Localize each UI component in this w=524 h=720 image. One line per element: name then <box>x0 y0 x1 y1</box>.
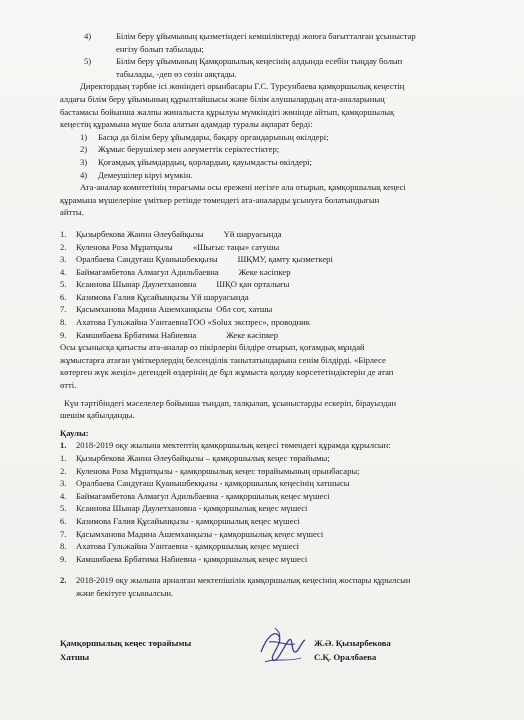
list-item: 4. Баймагамбетова Алмагул Адильбаевна - қамқоршылық кеңес мүшесі <box>60 490 330 501</box>
signature-row-chair: Қамқоршылық кеңес төрайымы Ж.Ә. Қызырбекова <box>60 638 391 648</box>
composition-list <box>60 131 492 181</box>
intro-list <box>60 30 492 80</box>
list-item: 4. Баймагамбетова Алмагул Адильбаевна Жеке кәсіпкер <box>60 266 291 277</box>
decisions-title: Қаулы: <box>60 427 89 438</box>
candidate-list <box>60 228 492 341</box>
paragraph-committee: Ата-аналар комитетінің төрағымы осы ережені негізге ала отырып, қамқоршылық кеңесі құрамына мүшелерiне үміткер ретінде төмендегі ата-аналарды ұсынуға болатындығын айтты. <box>60 182 406 218</box>
paragraph-agenda-decision: Күн тәртібіндегі мәселелер бойынша тыңдап, талқылап, ұсыныстарды ескеріп, бірауыздан шешім қабылданды. <box>60 397 397 421</box>
list-item: 1) Басқа да білім беру ұйымдары, бақару органдарының өкілдері; <box>80 131 329 142</box>
intro-item: 5) Білім беру ұйымының Қамқоршылық кеңесінің алдында есебін тыңдау болып табылады, -деп өз сөзін аяқтады. <box>84 56 403 79</box>
paragraph-parents-opinion: Осы ұсынысқа қатысты ата-аналар өз пікірлерін білдіре отырып, қоғамдық мұндай жұмыстарға атаған үміткерлердің белсенділік танытатындарына сенім білдірді. «Бірлесе көтерген жүк жеңіл» дегендей өздерінің де бұл жұмыста қолдау көрсететіндіктерін де атап өтті. <box>60 342 394 391</box>
paragraph-deputy-speech: Директордың тәрбие ісі жөніндегі орынбасары Г.С. Турсунбаева қамқоршылық кеңестің алдағы білім беру ұйымының құрылтайшысы және білім алушылардың ата-аналарының бастамасы бойынша жалпы жиналыста құрылуы мүмкіндігі жөнінде айтып, қамқоршылық кеңестің құрамына мүше бола алатын адамдар туралы ақпарат берді: <box>60 81 405 130</box>
list-item: 5. Ксаинова Шынар Даулетхановна ШҚО қан орталығы <box>60 279 290 290</box>
list-item: 9. Камшибаева Брбатима Набиевна - қамқоршылық кеңес мүшесі <box>60 553 308 564</box>
list-item: 6. Казимова Ғалия Құсайынқызы Үй шаруасында <box>60 291 249 302</box>
list-item: 8. Ахатова Гульжайна Уантаевна - қамқоршылық кеңес мүшесі <box>60 541 300 552</box>
signature-block <box>60 636 460 664</box>
list-item: 2. Куленова Роза Мұратқызы - қамқоршылық кеңес төрайымының орынбасары; <box>60 465 360 476</box>
list-item: 3. Оралбаева Сандуғаш Қуанышбекқызы ШҚМУ, қамту қызметкері <box>60 254 333 265</box>
list-item: 7. Қасымханова Мадина Ашемханқызы Обл сот, хатшы <box>60 304 273 315</box>
list-item: 8. Ахатова Гульжайна Уантаевна ТОО «Solux экспрес», проводник <box>60 317 310 328</box>
list-item: 1. Қызырбекова Жанна Әлеубайқызы – қамқоршылық кеңес төрайымы; <box>60 453 330 463</box>
list-item: 3. Оралбаева Сандуғаш Қуанышбекқызы - қамқоршылық кеңесінің хатшысы <box>60 478 350 489</box>
intro-item: 4) Білім беру ұйымының қызметіндегі кемшіліктерді жоюға бағытталған ұсыныстар енгізу болып табылады; <box>84 31 416 54</box>
list-item: 9. Камшибаева Брбатима Набиевна Жеке кәсіпкер <box>60 329 279 340</box>
list-item: 2. Куленова Роза Мұратқызы «Шығыс таңы» сатушы <box>60 241 280 252</box>
decision-1: 1. 2018-2019 оқу жылына мектептің қамқоршылық кеңесі төмендегі құрамда құрылсын: <box>60 440 391 451</box>
list-item: 1. Қызырбекова Жанна Әлеубайқызы Үй шаруасында <box>60 228 282 239</box>
signature-row-secretary: Хатшы С.Қ. Оралбаева <box>60 652 377 662</box>
list-item: 2) Жұмыс берушілер мен әлеуметтік серіктестіктер; <box>80 144 280 155</box>
list-item: 7. Қасымханова Мадина Ашемханқызы - қамқоршылық кеңес мүшесі <box>60 528 324 539</box>
decision-2: 2. 2018-2019 оқу жылына арналған мектепішілік қамқоршылық кеңесінің жоспары құрылсын және бекітуге ұсынылсын. <box>60 575 411 598</box>
council-member-list <box>60 452 492 565</box>
list-item: 5. Ксаинова Шынар Даулетхановна - қамқоршылық кеңес мүшесі <box>60 503 308 514</box>
list-item: 6. Казимова Ғалия Құсайынқызы - қамқоршылық кеңес мүшесі <box>60 515 300 526</box>
list-item: 3) Қоғамдық ұйымдардың, қорлардың, қауымдасты өкілдері; <box>80 156 312 167</box>
list-item: 4) Демеушілер кіруі мүмкін. <box>80 169 193 180</box>
